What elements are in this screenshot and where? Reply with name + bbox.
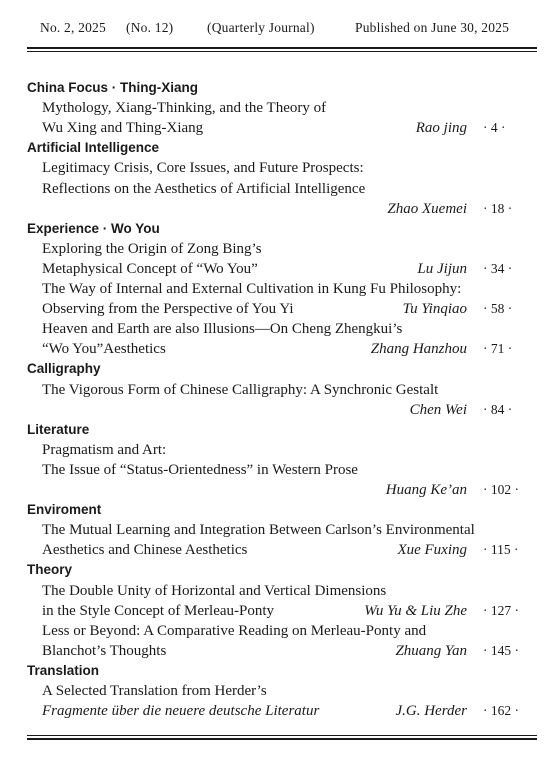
article-author: Lu Jijun (417, 260, 467, 277)
article-title-line: The Mutual Learning and Integration Between Carlson’s Environmental (42, 522, 475, 539)
article-page-number: · 18 · (483, 200, 513, 216)
article-author: Zhang Hanzhou (370, 341, 467, 358)
article-title-line: Aesthetics and Chinese Aesthetics (42, 542, 248, 559)
article-page-number: · 58 · (483, 301, 513, 317)
article-title-line: in the Style Concept of Merleau-Ponty (42, 602, 275, 619)
article-page-number: · 34 · (483, 260, 513, 276)
article-title-line: Legitimacy Crisis, Core Issues, and Future Prospects: (42, 160, 364, 177)
article-page-number: · 162 · (483, 703, 519, 719)
article-author: Rao jing (415, 120, 467, 137)
article-author: Tu Yinqiao (402, 301, 467, 318)
article-title-line: Metaphysical Concept of “Wo You” (42, 260, 258, 277)
article-title-line: Pragmatism and Art: (42, 441, 167, 458)
article-title-line: Less or Beyond: A Comparative Reading on Merleau-Ponty and (42, 622, 427, 639)
article-page-number: · 71 · (483, 341, 513, 357)
article-page-number: · 127 · (483, 602, 519, 618)
article-author: Zhuang Yan (395, 642, 467, 659)
article-title-line: Observing from the Perspective of You Yi (42, 301, 294, 318)
publication-frequency: (Quarterly Journal) (207, 20, 315, 35)
article-author: Wu Yu & Liu Zhe (364, 602, 467, 619)
footer-rule-thick (27, 738, 537, 740)
section-heading: China Focus · Thing-Xiang (27, 80, 198, 95)
section-heading: Literature (27, 421, 90, 437)
article-title-line: “Wo You”Aesthetics (42, 341, 166, 358)
article-title-line: Reflections on the Aesthetics of Artificial Intelligence (42, 180, 366, 197)
section-heading: Calligraphy (27, 361, 101, 377)
article-page-number: · 102 · (483, 482, 519, 497)
section-heading: Theory (27, 562, 73, 578)
serial-number: (No. 12) (126, 20, 174, 35)
article-author: Xue Fuxing (397, 542, 467, 559)
article-title-line: Mythology, Xiang-Thinking, and the Theory of (42, 100, 327, 117)
section-heading: Translation (27, 662, 100, 678)
article-title-line: The Vigorous Form of Chinese Calligraphy: A Synchronic Gestalt (42, 381, 439, 398)
issue-number: No. 2, 2025 (40, 20, 106, 35)
footer-rule-thin (27, 735, 537, 736)
article-title-line: Blanchot’s Thoughts (42, 642, 167, 659)
header-rule-thin (27, 51, 537, 52)
article-title-line: The Way of Internal and External Cultivation in Kung Fu Philosophy: (42, 281, 462, 297)
article-page-number: · 145 · (483, 642, 519, 658)
header-rule-thick (27, 47, 537, 49)
publication-date: Published on June 30, 2025 (355, 20, 510, 35)
article-page-number: · 84 · (483, 401, 513, 417)
section-heading: Artificial Intelligence (27, 140, 160, 156)
article-author: J.G. Herder (395, 703, 467, 720)
article-title-line: Heaven and Earth are also Illusions—On Cheng Zhengkui’s (42, 321, 403, 338)
section-heading: Experience · Wo You (27, 220, 160, 236)
section-heading: Enviroment (27, 502, 102, 518)
article-page-number: · 4 · (483, 120, 506, 136)
article-title-line: The Issue of “Status-Orientedness” in Western Prose (42, 461, 358, 478)
article-title-line: Fragmente über die neuere deutsche Literatur (42, 703, 320, 720)
article-author: Zhao Xuemei (387, 200, 467, 217)
article-title-line: A Selected Translation from Herder’s (42, 683, 267, 699)
article-title-line: Wu Xing and Thing-Xiang (42, 120, 204, 137)
article-title-line: The Double Unity of Horizontal and Vertical Dimensions (42, 582, 387, 599)
article-author: Huang Ke’an (385, 482, 467, 498)
article-page-number: · 115 · (483, 542, 519, 558)
article-title-line: Exploring the Origin of Zong Bing’s (42, 240, 262, 257)
article-author: Chen Wei (409, 401, 467, 418)
